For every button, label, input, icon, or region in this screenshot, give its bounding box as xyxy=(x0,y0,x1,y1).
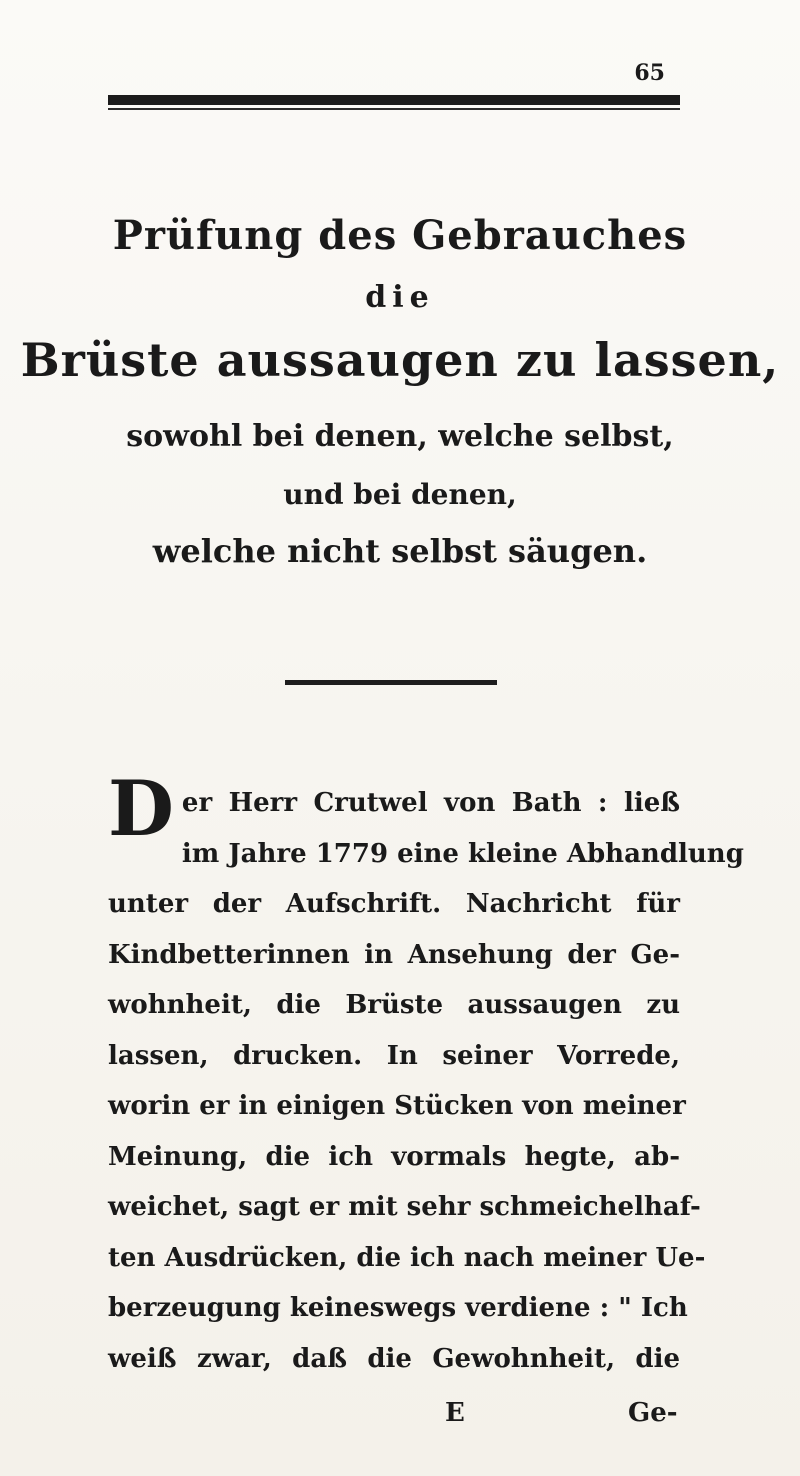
body-line: er Herr Crutwel von Bath : ließ xyxy=(181,788,680,818)
body-line: Meinung, die ich vormals hegte, ab- xyxy=(108,1141,680,1172)
title-line-6: welche nicht selbst säugen. xyxy=(152,532,648,570)
catchword: Ge- xyxy=(628,1398,678,1428)
header-rule-thick xyxy=(108,95,680,105)
title-line-2: die xyxy=(365,280,435,315)
body-line: Kindbetterinnen in Ansehung der Ge- xyxy=(108,939,680,970)
header-rule-thin xyxy=(108,108,680,110)
body-line: im Jahre 1779 eine kleine Abhandlung xyxy=(181,838,744,869)
body-line: weichet, sagt er mit sehr schmeichelhaf- xyxy=(108,1192,701,1222)
body-line: wohnheit, die Brüste aussaugen zu xyxy=(108,990,680,1020)
section-divider xyxy=(285,680,497,685)
title-line-4: sowohl bei denen, welche selbst, xyxy=(126,419,674,454)
body-line: lassen, drucken. In seiner Vorrede, xyxy=(108,1040,680,1071)
page-number: 65 xyxy=(634,60,665,86)
body-line: unter der Aufschrift. Nachricht für xyxy=(108,889,680,919)
body-line: weiß zwar, daß die Gewohnheit, die xyxy=(108,1343,680,1374)
title-line-3: Brüste aussaugen zu lassen, xyxy=(20,333,780,387)
signature-mark: E xyxy=(445,1398,465,1428)
body-line: berzeugung keineswegs verdiene : " Ich xyxy=(108,1293,688,1323)
body-line: worin er in einigen Stücken von meiner xyxy=(108,1091,686,1121)
body-text xyxy=(108,764,744,1384)
drop-cap: D xyxy=(108,764,174,853)
body-line: ten Ausdrücken, die ich nach meiner Ue- xyxy=(108,1242,706,1273)
title-line-5: und bei denen, xyxy=(283,478,517,511)
title-line-1: Prüfung des Gebrauches xyxy=(112,212,688,259)
